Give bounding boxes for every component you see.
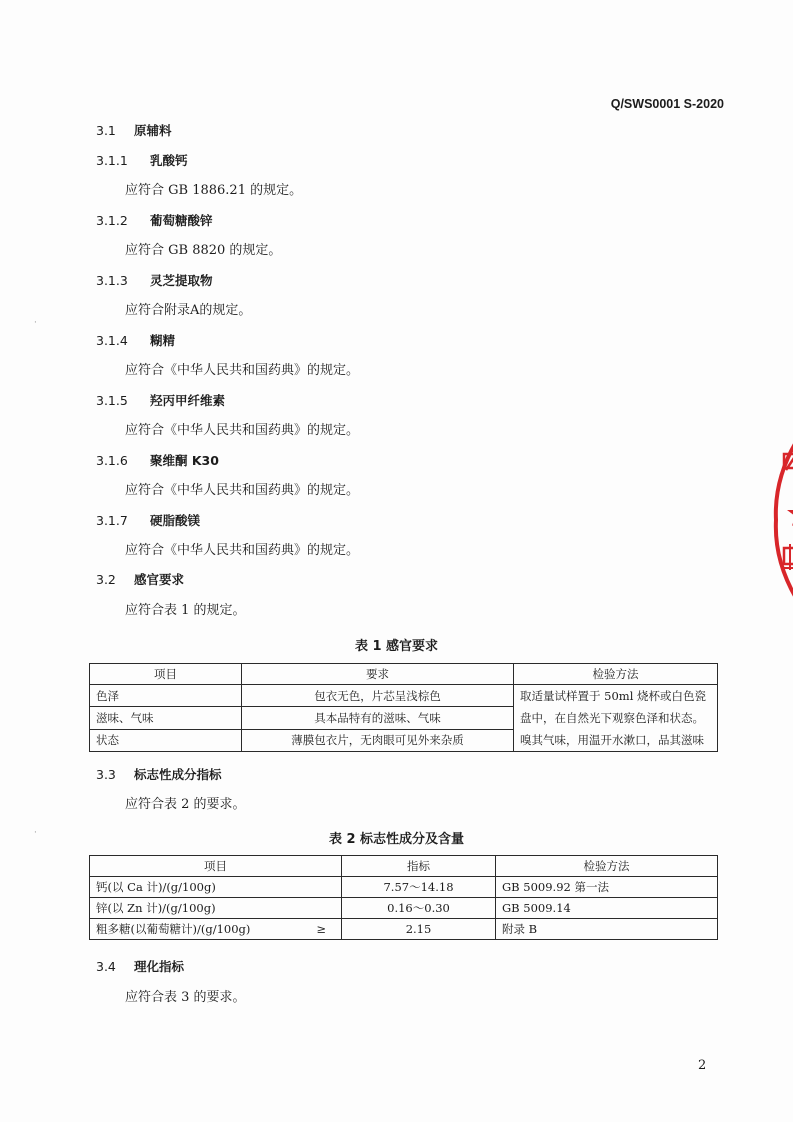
section-heading-3-1-7 [96, 512, 200, 530]
table-header-cell: 指标 [342, 856, 496, 877]
table-row [90, 898, 718, 919]
table-header-cell: 检验方法 [496, 856, 718, 877]
table-cell: 色泽 [90, 685, 242, 707]
section-number: 3.1.2 [96, 213, 128, 228]
section-number: 3.1.7 [96, 513, 128, 528]
section-number: 3.3 [96, 767, 116, 782]
section-text: 应符合 GB 8820 的规定。 [125, 243, 282, 258]
section-text: 应符合附录A的规定。 [125, 303, 252, 318]
table-header-cell: 项目 [90, 856, 342, 877]
section-title: 标志性成分指标 [134, 767, 222, 782]
table-cell: 附录 B [496, 919, 718, 940]
table-header-row [90, 664, 718, 685]
section-heading-3-1-3 [96, 272, 213, 290]
table2-caption: 表 2 标志性成分及含量 [328, 832, 465, 847]
section-text: 应符合表 3 的要求。 [125, 990, 246, 1005]
section-title: 聚维酮 K30 [150, 453, 219, 468]
table-cell: 具本品特有的滋味、气味 [242, 707, 514, 729]
page-number: 2 [698, 1058, 707, 1073]
section-title: 感官要求 [134, 572, 185, 587]
table1-method-cell: 取适量试样置于 50ml 烧杯或白色瓷盘中，在自然光下观察色泽和状态。嗅其气味，用温开水漱口，品其滋味 [514, 685, 718, 752]
section-title: 葡萄糖酸锌 [150, 213, 213, 228]
table-cell: 包衣无色，片芯呈浅棕色 [242, 685, 514, 707]
section-title: 硬脂酸镁 [150, 513, 201, 528]
section-heading-3-2 [96, 571, 184, 589]
table-cell: 钙(以 Ca 计)/(g/100g) [90, 877, 302, 898]
section-number: 3.1 [96, 123, 116, 138]
section-heading-3-1-5 [96, 392, 225, 410]
table-cell: 2.15 [342, 919, 496, 940]
table2 [89, 855, 718, 940]
section-title: 理化指标 [134, 959, 185, 974]
table-cell: 7.57～14.18 [342, 877, 496, 898]
standard-code: Q/SWS0001 S-2020 [610, 97, 724, 111]
section-number: 3.1.6 [96, 453, 128, 468]
section-title: 乳酸钙 [150, 153, 188, 168]
section-heading-3-1-4 [96, 332, 175, 350]
section-text: 应符合《中华人民共和国药典》的规定。 [125, 363, 360, 378]
table-row [90, 877, 718, 898]
section-heading-3-3 [96, 766, 222, 784]
section-heading-3-4 [96, 958, 184, 976]
section-text: 应符合表 1 的规定。 [125, 603, 246, 618]
table-cell: GB 5009.92 第一法 [496, 877, 718, 898]
section-text: 应符合表 2 的要求。 [125, 797, 246, 812]
margin-mark: · [34, 318, 37, 328]
table-header-cell: 检验方法 [514, 664, 718, 685]
table-row [90, 919, 718, 940]
table-header-cell: 项目 [90, 664, 242, 685]
section-number: 3.1.1 [96, 153, 128, 168]
table-cell: 状态 [90, 729, 242, 751]
section-heading-3-1 [96, 122, 172, 140]
section-text: 应符合《中华人民共和国药典》的规定。 [125, 543, 360, 558]
table1-caption: 表 1 感官要求 [354, 639, 439, 654]
section-text: 应符合《中华人民共和国药典》的规定。 [125, 423, 360, 438]
section-title: 原辅料 [134, 123, 172, 138]
table-cell-symbol [302, 877, 342, 898]
table-cell: 粗多糖(以葡萄糖计)/(g/100g) [90, 919, 302, 940]
section-number: 3.1.4 [96, 333, 128, 348]
seal-stamp-icon [760, 440, 793, 600]
table-row [90, 685, 718, 707]
margin-mark: · [34, 828, 37, 838]
section-title: 灵芝提取物 [150, 273, 213, 288]
table-cell-symbol: ≥ [302, 919, 342, 940]
section-number: 3.4 [96, 959, 116, 974]
table-header-row [90, 856, 718, 877]
table-cell: 薄膜包衣片，无肉眼可见外来杂质 [242, 729, 514, 751]
section-heading-3-1-1 [96, 152, 188, 170]
table-cell: 0.16～0.30 [342, 898, 496, 919]
section-heading-3-1-6 [96, 452, 219, 470]
section-number: 3.1.5 [96, 393, 128, 408]
table-cell: 锌(以 Zn 计)/(g/100g) [90, 898, 302, 919]
section-number: 3.2 [96, 572, 116, 587]
table-cell-symbol [302, 898, 342, 919]
section-title: 糊精 [150, 333, 176, 348]
section-heading-3-1-2 [96, 212, 213, 230]
section-text: 应符合《中华人民共和国药典》的规定。 [125, 483, 360, 498]
section-text: 应符合 GB 1886.21 的规定。 [125, 183, 303, 198]
table-cell: 滋味、气味 [90, 707, 242, 729]
section-title: 羟丙甲纤维素 [150, 393, 226, 408]
table-cell: GB 5009.14 [496, 898, 718, 919]
section-number: 3.1.3 [96, 273, 128, 288]
table-header-cell: 要求 [242, 664, 514, 685]
table1 [89, 663, 718, 752]
